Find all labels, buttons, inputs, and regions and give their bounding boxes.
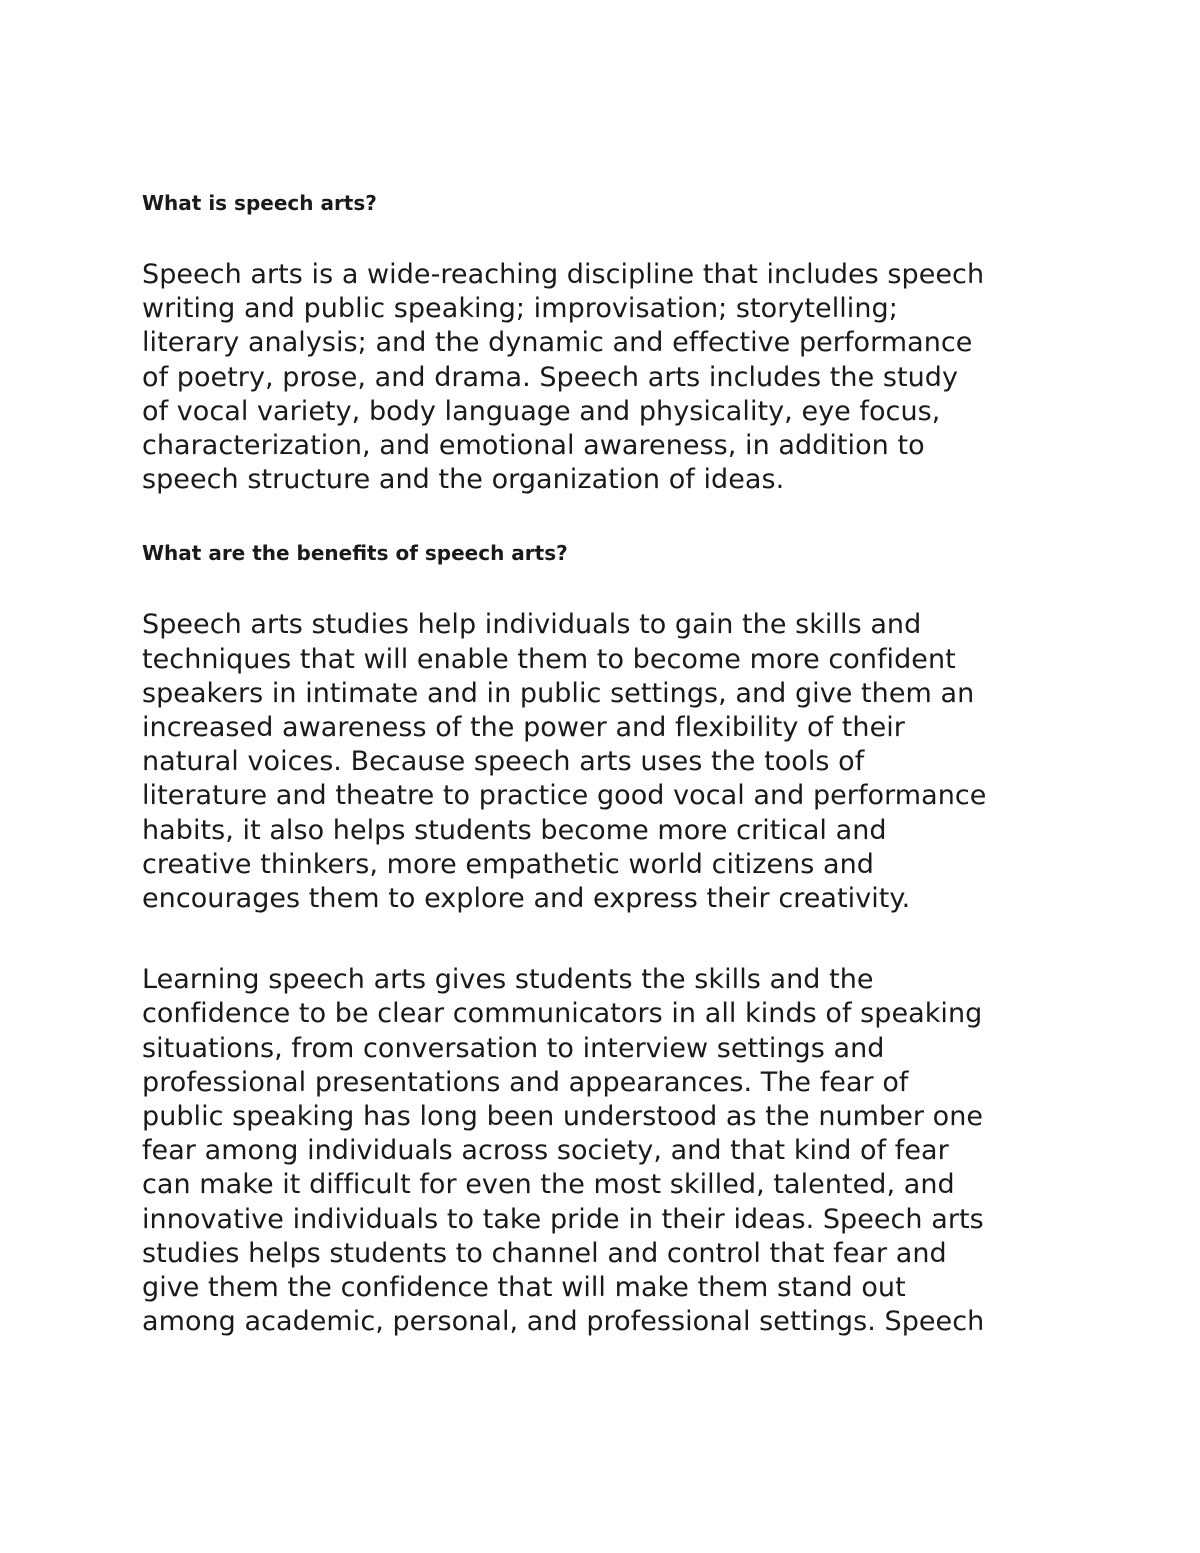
paragraph-line: studies helps students to channel and control that fear and — [142, 1237, 947, 1269]
paragraph-line: Speech arts studies help individuals to gain the skills and — [142, 609, 922, 641]
paragraph-benefits — [142, 608, 1072, 916]
paragraph-line: of poetry, prose, and drama. Speech arts includes the study — [142, 361, 959, 393]
paragraph-line: increased awareness of the power and flexibility of their — [142, 712, 905, 744]
paragraph-line: of vocal variety, body language and physicality, eye focus, — [142, 395, 941, 427]
paragraph-line: techniques that will enable them to become more confident — [142, 643, 956, 675]
paragraph-line: writing and public speaking; improvisation; storytelling; — [142, 293, 898, 325]
paragraph-line: literary analysis; and the dynamic and effective performance — [142, 327, 973, 359]
heading-benefits: What are the benefits of speech arts? — [142, 541, 568, 566]
paragraph-definition — [142, 258, 1072, 497]
paragraph-line: among academic, personal, and professional settings. Speech — [142, 1306, 985, 1338]
paragraph-line: public speaking has long been understood as the number one — [142, 1101, 984, 1133]
paragraph-line: fear among individuals across society, and that kind of fear — [142, 1135, 949, 1167]
paragraph-line: habits, it also helps students become more critical and — [142, 814, 887, 846]
paragraph-line: encourages them to explore and express their creativity. — [142, 883, 911, 915]
paragraph-line: Learning speech arts gives students the skills and the — [142, 964, 874, 996]
paragraph-line: confidence to be clear communicators in all kinds of speaking — [142, 998, 983, 1030]
paragraph-line: speech structure and the organization of ideas. — [142, 464, 785, 496]
paragraph-line: professional presentations and appearances. The fear of — [142, 1066, 909, 1098]
paragraph-line: innovative individuals to take pride in their ideas. Speech arts — [142, 1203, 984, 1235]
paragraph-line: give them the confidence that will make them stand out — [142, 1272, 906, 1304]
paragraph-line: can make it difficult for even the most skilled, talented, and — [142, 1169, 955, 1201]
document-body — [142, 186, 1072, 1339]
paragraph-line: literature and theatre to practice good vocal and performance — [142, 780, 987, 812]
paragraph-line: natural voices. Because speech arts uses the tools of — [142, 746, 865, 778]
paragraph-line: characterization, and emotional awareness, in addition to — [142, 430, 925, 462]
paragraph-line: creative thinkers, more empathetic world citizens and — [142, 848, 874, 880]
paragraph-line: Speech arts is a wide-reaching discipline that includes speech — [142, 259, 985, 290]
paragraph-line: speakers in intimate and in public settings, and give them an — [142, 677, 975, 709]
paragraph-learning — [142, 963, 1072, 1339]
heading-what-is-speech-arts: What is speech arts? — [142, 191, 377, 215]
paragraph-line: situations, from conversation to interview settings and — [142, 1032, 885, 1064]
